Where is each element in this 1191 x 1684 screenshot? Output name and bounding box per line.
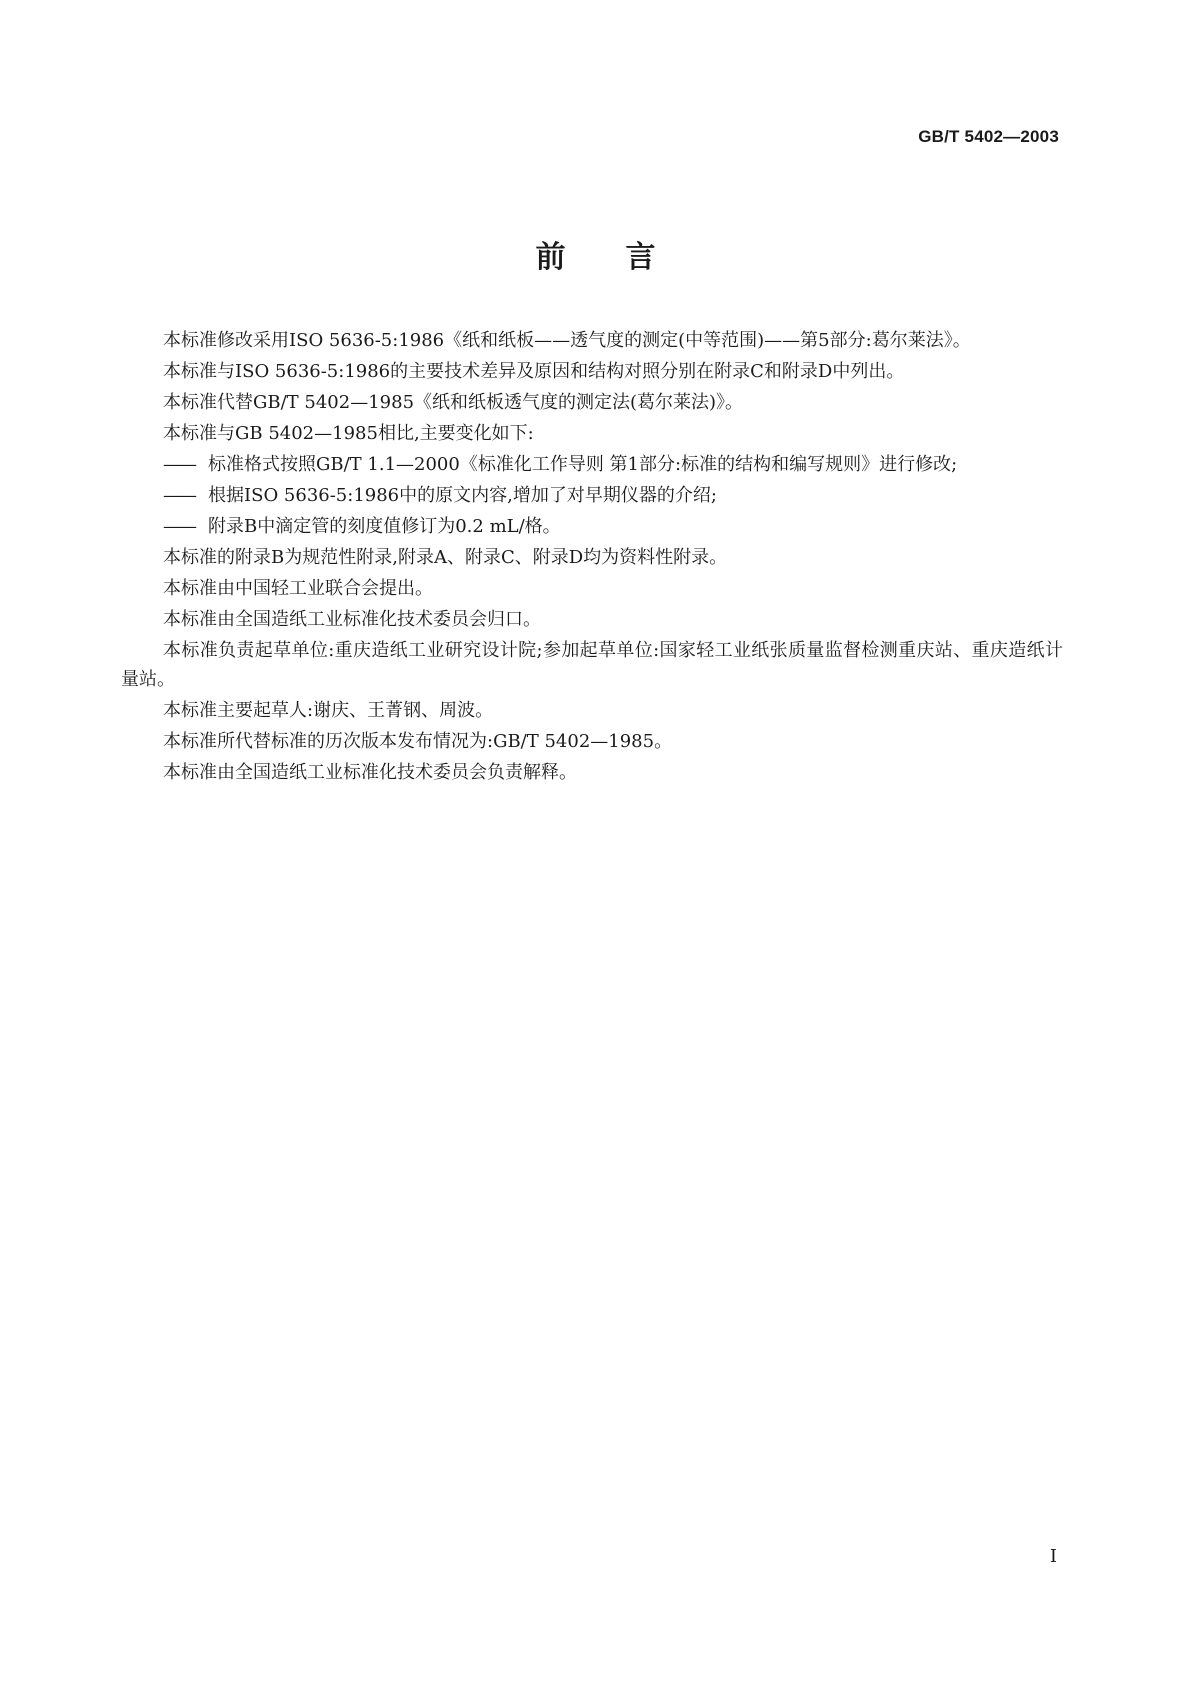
- standard-number: GB/T 5402—2003: [918, 127, 1059, 146]
- page-number: I: [1049, 1546, 1057, 1567]
- change-list-item: [121, 512, 1063, 541]
- paragraph: 本标准由全国造纸工业标准化技术委员会归口。: [163, 609, 541, 630]
- dash-marker: ——: [163, 516, 195, 537]
- paragraph: 本标准主要起草人:谢庆、王菁钢、周波。: [163, 700, 494, 721]
- paragraph: 本标准修改采用ISO 5636-5:1986《纸和纸板——透气度的测定(中等范围)——第5部分:葛尔莱法》。: [163, 330, 971, 351]
- change-list-item: [121, 481, 1063, 510]
- paragraph: 本标准负责起草单位:重庆造纸工业研究设计院;参加起草单位:国家轻工业纸张质量监督检测重庆站、重庆造纸计量站。: [121, 640, 1063, 690]
- change-text: 标准格式按照GB/T 1.1—2000《标准化工作导则 第1部分:标准的结构和编写规则》进行修改;: [208, 454, 958, 475]
- paragraph: 本标准所代替标准的历次版本发布情况为:GB/T 5402—1985。: [163, 731, 673, 752]
- paragraph: 本标准的附录B为规范性附录,附录A、附录C、附录D均为资料性附录。: [163, 547, 728, 568]
- page-title: 前言: [535, 240, 716, 275]
- paragraph: 本标准由中国轻工业联合会提出。: [163, 578, 433, 599]
- paragraph: 本标准与ISO 5636-5:1986的主要技术差异及原因和结构对照分别在附录C和附录D中列出。: [163, 361, 905, 382]
- change-text: 根据ISO 5636-5:1986中的原文内容,增加了对早期仪器的介绍;: [208, 485, 717, 506]
- paragraph: 本标准代替GB/T 5402—1985《纸和纸板透气度的测定法(葛尔莱法)》。: [163, 392, 744, 413]
- paragraph: 本标准与GB 5402—1985相比,主要变化如下:: [163, 423, 534, 444]
- foreword-body: [121, 326, 1063, 789]
- dash-marker: ——: [163, 485, 195, 506]
- paragraph: 本标准由全国造纸工业标准化技术委员会负责解释。: [163, 762, 577, 783]
- change-list-item: [121, 450, 1063, 479]
- change-text: 附录B中滴定管的刻度值修订为0.2 mL/格。: [208, 516, 561, 537]
- dash-marker: ——: [163, 454, 195, 475]
